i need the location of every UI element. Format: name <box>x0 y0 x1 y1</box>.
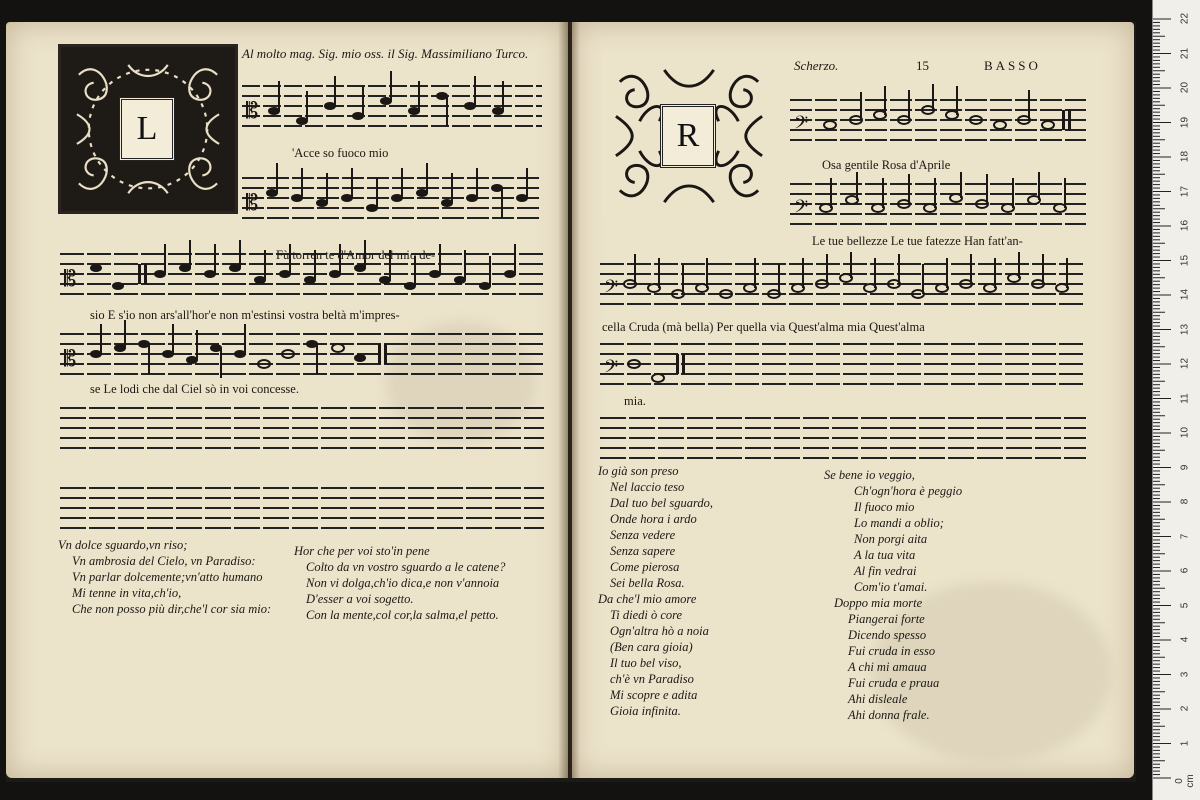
verse-line: Ch'ogn'hora è peggio <box>854 484 963 498</box>
ruler-mark: 16 <box>1179 219 1191 232</box>
svg-text:𝄡: 𝄡 <box>246 98 259 123</box>
music-staff-1 <box>242 66 542 136</box>
empty-staff-3 <box>600 412 1086 462</box>
ruler-unit-label: 0 cm <box>1174 774 1196 788</box>
measurement-ruler <box>1152 0 1200 800</box>
ruler-ticks <box>1153 0 1200 800</box>
verse-line: Nel laccio teso <box>610 480 685 494</box>
lyric-line-4: se Le lodi che dal Ciel sò in voi concesse. <box>90 382 299 396</box>
ruler-mark: 12 <box>1179 357 1191 370</box>
music-staff-8 <box>600 328 1086 394</box>
piece-title: Scherzo. <box>794 58 839 73</box>
music-staff-2 <box>242 158 542 228</box>
decorated-initial-l <box>58 44 238 214</box>
svg-text:𝄡: 𝄡 <box>64 266 77 291</box>
initial-letter: L <box>136 110 158 147</box>
svg-text:𝄡: 𝄡 <box>64 346 77 371</box>
verse-line: Con la mente,col cor,la salma,el petto. <box>306 608 499 622</box>
svg-text:𝄡: 𝄡 <box>246 190 259 215</box>
music-staff-3 <box>60 238 544 304</box>
decorated-initial-r <box>602 54 776 218</box>
lyric-line-8: mia. <box>624 394 646 408</box>
ruler-mark: 3 <box>1179 671 1191 677</box>
empty-staff-1 <box>60 402 544 452</box>
ruler-mark: 7 <box>1179 533 1191 539</box>
verse-line: Ti diedi ò core <box>610 608 683 622</box>
verse-line: Se bene io veggio, <box>824 468 915 482</box>
verse-line: Ahi disleale <box>848 692 908 706</box>
svg-text:𝄢: 𝄢 <box>794 112 809 137</box>
verse-line: Il fuoco mio <box>854 500 915 514</box>
lyric-line-1: 'Acce so fuoco mio <box>292 146 389 160</box>
ruler-mark: 17 <box>1179 185 1191 197</box>
ruler-mark: 9 <box>1179 464 1191 470</box>
initial-frame <box>660 104 716 168</box>
verse-line: Ogn'altra hò a noia <box>610 624 709 638</box>
verse-line: Lo mandi a oblio; <box>854 516 944 530</box>
open-book <box>6 22 1136 782</box>
verse-line: Vn parlar dolcemente;vn'atto humano <box>72 570 263 584</box>
verse-line: Senza vedere <box>610 528 676 542</box>
dedication: Al molto mag. Sig. mio oss. il Sig. Massimiliano Turco. <box>242 46 529 61</box>
verse-line: Fui cruda in esso <box>848 644 936 658</box>
verse-line: Colto da vn vostro sguardo a le catene? <box>306 560 506 574</box>
verse-line: Io già son preso <box>598 464 679 478</box>
verse-line: Dal tuo bel sguardo, <box>610 496 714 510</box>
verse-line: A la tua vita <box>854 548 916 562</box>
ruler-mark: 20 <box>1179 81 1191 94</box>
svg-text:𝄢: 𝄢 <box>794 196 809 221</box>
verse-line: Onde hora i ardo <box>610 512 697 526</box>
left-page <box>6 22 568 778</box>
verse-line: Non vi dolga,ch'io dica,e non v'annoia <box>306 576 500 590</box>
verse-line: Che non posso più dir,che'l cor sia mio: <box>72 602 272 616</box>
ruler-mark: 22 <box>1179 12 1191 25</box>
voice-part: BASSO <box>984 58 1041 73</box>
initial-letter: R <box>676 117 700 154</box>
svg-text:𝄢: 𝄢 <box>604 356 619 381</box>
page-number: 15 <box>916 58 929 73</box>
ruler-mark: 2 <box>1179 705 1191 712</box>
verse-line: Hor che per voi sto'in pene <box>294 544 430 558</box>
verse-line: Da che'l mio amore <box>598 592 697 606</box>
initial-frame <box>119 97 175 161</box>
ruler-mark: 15 <box>1179 254 1191 266</box>
ruler-mark: 14 <box>1179 288 1191 301</box>
verse-line: D'esser a voi sogetto. <box>306 592 414 606</box>
verse-line: Sei bella Rosa. <box>610 576 685 590</box>
verse-line: Vn dolce sguardo,vn riso; <box>58 538 188 552</box>
lyric-line-2: Fù torren te d'Amor del mio de- <box>276 248 436 262</box>
ruler-mark: 8 <box>1179 498 1191 505</box>
music-staff-5 <box>790 80 1086 150</box>
music-staff-4 <box>60 318 544 384</box>
ruler-mark: 11 <box>1179 392 1191 404</box>
verse-line: Come pierosa <box>610 560 680 574</box>
empty-staff-2 <box>60 482 544 532</box>
verse-line: ch'è vn Paradiso <box>610 672 694 686</box>
verse-line: Com'io t'amai. <box>854 580 928 594</box>
music-staff-7 <box>600 248 1086 314</box>
ruler-mark: 4 <box>1179 636 1191 643</box>
verse-line: Ahi donna frale. <box>848 708 930 722</box>
verse-line: Doppo mia morte <box>834 596 923 610</box>
svg-text:𝄢: 𝄢 <box>604 276 619 301</box>
verse-line: Fui cruda e praua <box>848 676 940 690</box>
verse-line: Mi scopre e adita <box>610 688 698 702</box>
lyric-line-6: Le tue bellezze Le tue fatezze Han fatt'an- <box>812 234 1023 248</box>
ruler-mark: 13 <box>1179 323 1191 335</box>
ruler-mark: 21 <box>1179 47 1191 59</box>
verse-line: Piangerai forte <box>848 612 925 626</box>
verse-line: Il tuo bel viso, <box>610 656 682 670</box>
lyric-line-5: Osa gentile Rosa d'Aprile <box>822 158 951 172</box>
lyric-line-7: cella Cruda (mà bella) Per quella via Quest'alma mia Quest'alma <box>602 320 925 334</box>
ruler-mark: 18 <box>1179 150 1191 163</box>
verse-line: Dicendo spesso <box>848 628 927 642</box>
ruler-mark: 5 <box>1179 602 1191 608</box>
music-staff-6 <box>790 168 1086 234</box>
ruler-mark: 1 <box>1179 740 1191 746</box>
verse-line: Non porgi aita <box>854 532 928 546</box>
verse-line: A chi mi amaua <box>848 660 927 674</box>
lyric-line-3: sio E s'io non ars'all'hor'e non m'estinsi vostra beltà m'impres- <box>90 308 400 322</box>
verse-line: Mi tenne in vita,ch'io, <box>72 586 182 600</box>
ruler-mark: 19 <box>1179 116 1191 128</box>
verse-line: (Ben cara gioia) <box>610 640 693 654</box>
verse-line: Al fin vedrai <box>854 564 917 578</box>
verse-line: Vn ambrosia del Cielo, vn Paradiso: <box>72 554 256 568</box>
ruler-mark: 10 <box>1179 426 1191 439</box>
verse-line: Gioia infinita. <box>610 704 681 718</box>
verse-line: Senza sapere <box>610 544 676 558</box>
ruler-mark: 6 <box>1179 567 1191 574</box>
right-page <box>572 22 1134 778</box>
